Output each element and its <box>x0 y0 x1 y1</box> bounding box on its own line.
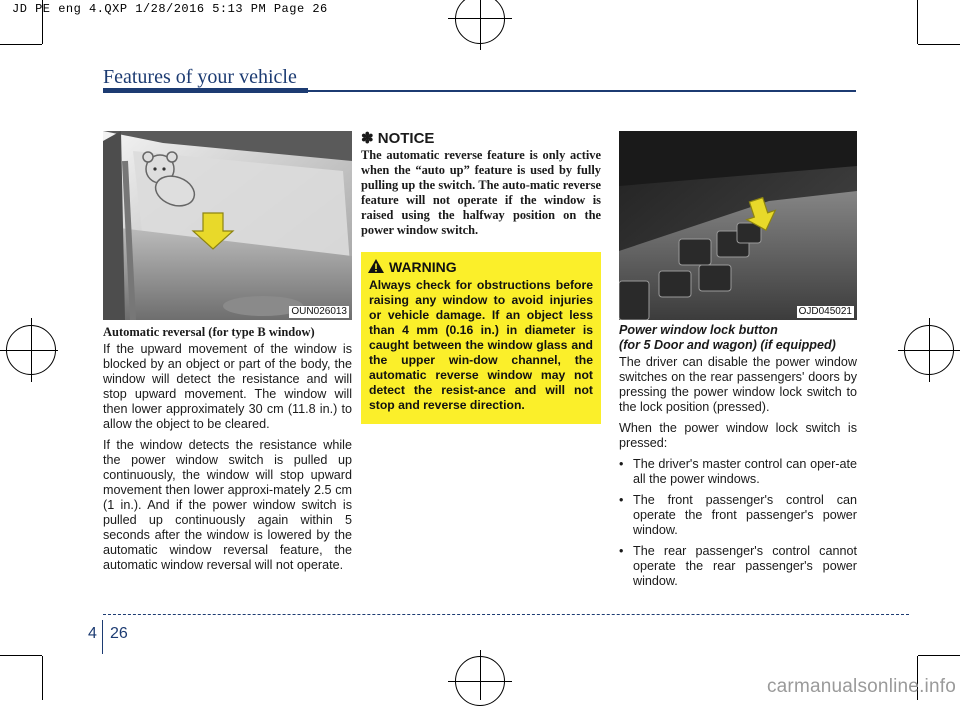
warning-box <box>361 252 601 424</box>
crop-mark <box>0 44 42 45</box>
list-item-text: The driver's master control can oper-ate all the power windows. <box>633 457 857 486</box>
header-rule <box>308 90 856 92</box>
notice-heading <box>361 129 434 147</box>
list-item: • The front passenger's control can operate the front passenger's power window. <box>619 493 857 537</box>
subsection-heading <box>619 323 857 353</box>
footer-divider <box>102 620 103 654</box>
notice-title: NOTICE <box>377 130 435 147</box>
footer-rule <box>103 614 909 615</box>
warning-title: WARNING <box>389 259 457 275</box>
watermark: carmanualsonline.info <box>766 676 956 697</box>
page-header-title: Features of your vehicle <box>103 66 297 88</box>
crop-mark <box>0 655 42 656</box>
warning-heading <box>367 258 457 275</box>
print-slug: JD PE eng 4.QXP 1/28/2016 5:13 PM Page 26 <box>12 2 328 16</box>
registration-line <box>31 318 32 382</box>
crop-mark <box>918 655 960 656</box>
left-body <box>103 342 352 579</box>
figure-window-reversal <box>103 131 352 320</box>
registration-line <box>0 350 58 351</box>
crop-mark <box>42 656 43 700</box>
list-item: • The driver's master control can oper-ate all the power windows. <box>619 457 857 486</box>
list-item: • The rear passenger's control cannot operate the rear passenger's power window. <box>619 544 857 588</box>
page-number: 26 <box>110 625 128 642</box>
warning-text: Always check for obstructions before raising any window to avoid injuries or vehicle damage. If an object less than 4 mm (0.16 in.) in diameter is caught between the window glass and the upper win-dow channel, the automatic reverse window may not detect the resist-ance and will not stop and reverse direction. <box>369 278 593 412</box>
door-switch-panel-illustration <box>619 131 857 320</box>
notice-star-icon: ✽ <box>361 130 374 147</box>
warning-triangle-icon <box>367 258 385 274</box>
paragraph: If the window detects the resistance while the power window switch is pulled up continuously, the window will stop upward movement then lower approxi-mately 2.5 cm (1 in.). And if the power window switch is pulled up continuously again within 5 seconds after the window is lowered by the automatic window reversal feature, the automatic window reversal will not operate. <box>103 438 352 572</box>
crop-mark <box>918 44 960 45</box>
right-body <box>619 355 857 595</box>
registration-line <box>448 681 512 682</box>
paragraph: The driver can disable the power window switches on the rear passengers' doors by pressing the power window lock switch to the lock position (pressed). <box>619 355 857 414</box>
list-item-text: The front passenger's control can operate the front passenger's power window. <box>633 493 857 537</box>
window-reversal-illustration <box>103 131 352 320</box>
registration-line <box>480 0 481 50</box>
figure-code: OJD045021 <box>798 306 852 317</box>
paragraph: When the power window lock switch is pressed: <box>619 421 857 450</box>
crop-mark <box>917 0 918 44</box>
section-caption: Automatic reversal (for type B window) <box>103 325 315 339</box>
figure-code: OUN026013 <box>291 306 347 317</box>
notice-text: The automatic reverse feature is only active when the “auto up” feature is used by fully pulling up the switch. The auto-matic reverse feature will not operate if the window is raised using the halfway position on the power window switch. <box>361 148 601 237</box>
heading-line: (for 5 Door and wagon) (if equipped) <box>619 338 836 352</box>
header-bar <box>103 88 308 93</box>
list-item-text: The rear passenger's control cannot operate the rear passenger's power window. <box>633 544 857 588</box>
heading-line: Power window lock button <box>619 323 778 337</box>
figure-window-lock-button <box>619 131 857 320</box>
registration-line <box>448 18 512 19</box>
paragraph: If the upward movement of the window is blocked by an object or part of the body, the window will detect the resistance and will stop upward movement. The window will then lower approximately 30 cm (11.8 in.) to allow the object to be cleared. <box>103 342 352 431</box>
registration-line <box>480 650 481 700</box>
registration-line <box>929 318 930 382</box>
section-number: 4 <box>88 625 97 642</box>
